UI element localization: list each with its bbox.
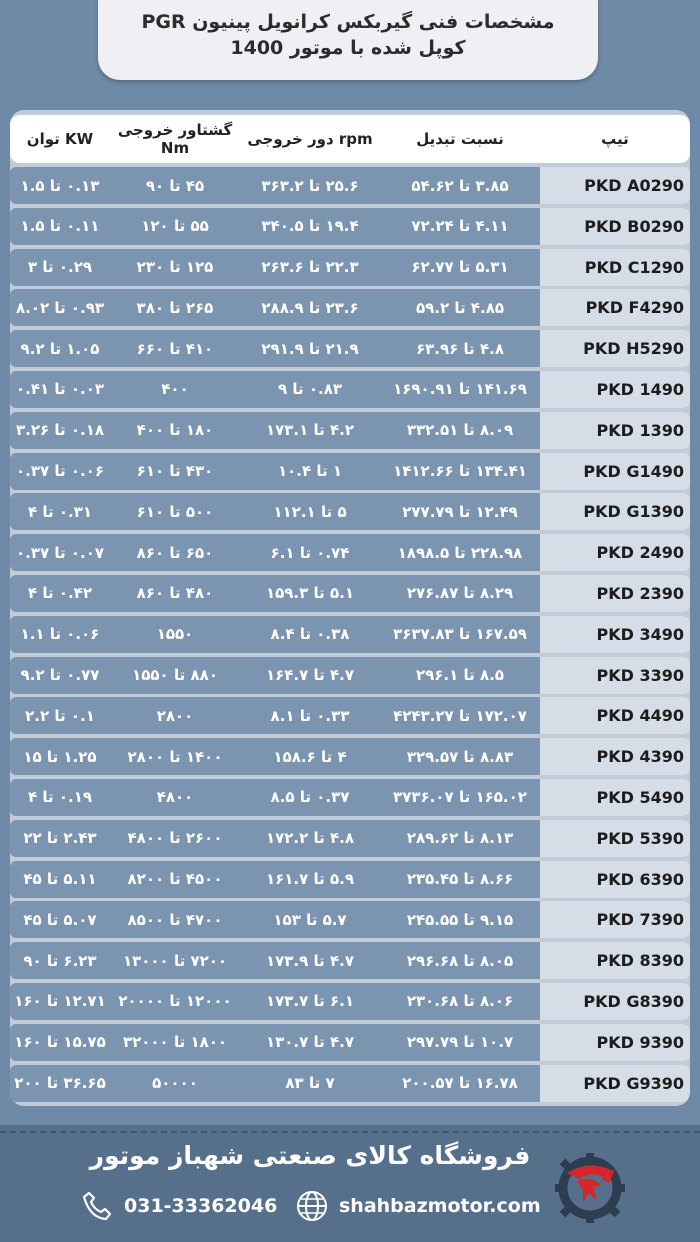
cell-ratio: ۸.۲۹ تا ۲۷۶.۸۷ <box>406 584 514 603</box>
phone-icon <box>80 1189 114 1223</box>
cell-rpm: ۵.۱ تا ۱۵۹.۳ <box>265 584 355 603</box>
cell-ratio: ۸.۸۳ تا ۳۲۹.۵۷ <box>406 747 514 766</box>
table-row <box>10 575 690 612</box>
footer <box>0 1125 700 1242</box>
table-row <box>10 861 690 898</box>
spec-table <box>10 110 690 1106</box>
cell-type: PKD G1390 <box>540 493 690 530</box>
cell-type: PKD B0290 <box>540 208 690 245</box>
cell-type: PKD 3490 <box>540 616 690 653</box>
cell-ratio: ۱۷۲.۰۷ تا ۴۲۴۳.۲۷ <box>393 706 527 725</box>
cell-ratio: ۸.۱۳ تا ۲۸۹.۶۲ <box>406 829 514 848</box>
cell-ratio: ۸.۶۶ تا ۲۳۵.۴۵ <box>406 870 514 889</box>
cell-type: PKD G9390 <box>540 1065 690 1102</box>
cell-type: PKD 7390 <box>540 901 690 938</box>
table-row <box>10 330 690 367</box>
cell-rpm: ۲۱.۹ تا ۲۹۱.۹ <box>261 339 359 358</box>
cell-ratio: ۸.۰۹ تا ۳۳۲.۵۱ <box>406 421 514 440</box>
header-torque: گشتاور خروجی Nm <box>117 121 233 157</box>
cell-type: PKD 1490 <box>540 371 690 408</box>
cell-torque: ۴۵۰۰ تا ۸۲۰۰ <box>127 870 223 889</box>
cell-rpm: ۲۳.۶ تا ۲۸۸.۹ <box>261 298 359 317</box>
table-row <box>10 779 690 816</box>
cell-power: ۲.۴۳ تا ۲۲ <box>23 829 97 848</box>
cell-type: PKD 8390 <box>540 942 690 979</box>
cell-torque: ۲۶۰۰ تا ۴۸۰۰ <box>127 829 223 848</box>
cell-ratio: ۳.۸۵ تا ۵۴.۶۲ <box>411 176 509 195</box>
cell-ratio: ۲۲۸.۹۸ تا ۱۸۹۸.۵ <box>397 543 523 562</box>
cell-torque: ۱۲۰۰۰ تا ۲۰۰۰۰ <box>118 992 232 1011</box>
cell-power: ۰.۰۷ تا ۰.۳۷ <box>15 543 105 562</box>
cell-power: ۰.۹۳ تا ۸.۰۲ <box>15 298 105 317</box>
cell-power: ۰.۱۱ تا ۱.۵ <box>20 217 100 236</box>
table-row <box>10 616 690 653</box>
cell-torque: ۴۳۰ تا ۶۱۰ <box>136 462 214 481</box>
cell-power: ۰.۱ تا ۲.۲ <box>25 706 95 725</box>
page-title-line1: مشخصات فنی گیربکس کرانویل پینیون PGR <box>141 11 555 33</box>
cell-power: ۰.۲۹ تا ۳ <box>27 258 93 277</box>
table-row <box>10 738 690 775</box>
cell-type: PKD 3390 <box>540 657 690 694</box>
cell-type: PKD G1490 <box>540 453 690 490</box>
cell-type: PKD G8390 <box>540 983 690 1020</box>
header-ratio: نسبت تبدیل <box>416 130 504 148</box>
cell-ratio: ۱۲.۴۹ تا ۲۷۷.۷۹ <box>402 502 518 521</box>
table-row <box>10 983 690 1020</box>
table-body <box>10 167 690 1105</box>
cell-torque: ۱۲۵ تا ۲۳۰ <box>136 258 214 277</box>
cell-torque: ۴۱۰ تا ۶۶۰ <box>136 339 214 358</box>
cell-power: ۰.۱۸ تا ۳.۲۶ <box>15 421 105 440</box>
cell-rpm: ۴.۸ تا ۱۷۲.۲ <box>265 829 355 848</box>
table-row <box>10 453 690 490</box>
website-link[interactable]: shahbazmotor.com <box>339 1195 541 1217</box>
cell-power: ۰.۰۶ تا ۱.۱ <box>20 625 100 644</box>
table-row <box>10 289 690 326</box>
table-row <box>10 657 690 694</box>
cell-ratio: ۱۴۱.۶۹ تا ۱۶۹۰.۹۱ <box>393 380 527 399</box>
cell-torque: ۴۸۰۰ <box>156 788 194 807</box>
cell-torque: ۱۴۰۰ تا ۲۸۰۰ <box>127 747 223 766</box>
cell-torque: ۱۵۵۰ <box>156 625 194 644</box>
cell-torque: ۷۲۰۰ تا ۱۳۰۰۰ <box>122 951 228 970</box>
table-row <box>10 534 690 571</box>
cell-rpm: ۲۲.۳ تا ۲۶۳.۶ <box>261 258 359 277</box>
cell-torque: ۴۵ تا ۹۰ <box>145 176 205 195</box>
header-type: تیپ <box>601 130 629 148</box>
cell-torque: ۵۵ تا ۱۲۰ <box>141 217 209 236</box>
cell-power: ۰.۴۲ تا ۴ <box>27 584 93 603</box>
table-row <box>10 942 690 979</box>
cell-torque: ۶۵۰ تا ۸۶۰ <box>136 543 214 562</box>
cell-torque: ۲۸۰۰ <box>156 706 194 725</box>
cell-type: PKD A0290 <box>540 167 690 204</box>
cell-torque: ۸۸۰ تا ۱۵۵۰ <box>132 666 218 685</box>
cell-torque: ۲۶۵ تا ۳۸۰ <box>136 298 214 317</box>
cell-rpm: ۵.۹ تا ۱۶۱.۷ <box>265 870 355 889</box>
cell-ratio: ۱۳۴.۴۱ تا ۱۴۱۲.۶۶ <box>393 462 527 481</box>
cell-rpm: ۷ تا ۸۳ <box>285 1074 335 1093</box>
globe-icon <box>295 1189 329 1223</box>
cell-torque: ۴۷۰۰ تا ۸۵۰۰ <box>127 910 223 929</box>
cell-type: PKD H5290 <box>540 330 690 367</box>
cell-rpm: ۵.۷ تا ۱۵۳ <box>273 910 347 929</box>
cell-rpm: ۰.۳۸ تا ۸.۴ <box>270 625 350 644</box>
cell-power: ۰.۷۷ تا ۹.۲ <box>20 666 100 685</box>
cell-torque: ۱۸۰۰ تا ۳۲۰۰۰ <box>122 1033 228 1052</box>
cell-power: ۰.۰۳ تا ۰.۴۱ <box>15 380 105 399</box>
footer-divider <box>0 1131 700 1133</box>
cell-torque: ۵۰۰ تا ۶۱۰ <box>136 502 214 521</box>
table-row <box>10 901 690 938</box>
cell-rpm: ۵ تا ۱۱۲.۱ <box>273 502 347 521</box>
cell-type: PKD 4390 <box>540 738 690 775</box>
cell-ratio: ۸.۵ تا ۲۹۶.۱ <box>415 666 505 685</box>
table-row <box>10 1065 690 1102</box>
cell-power: ۰.۳۱ تا ۴ <box>27 502 93 521</box>
cell-type: PKD 1390 <box>540 412 690 449</box>
table-row <box>10 371 690 408</box>
website-contact[interactable] <box>295 1189 541 1223</box>
cell-power: ۳۶.۶۵ تا ۲۰۰ <box>14 1074 106 1093</box>
cell-rpm: ۱۹.۴ تا ۳۴۰.۵ <box>261 217 359 236</box>
cell-power: ۱.۲۵ تا ۱۵ <box>23 747 97 766</box>
cell-rpm: ۴.۷ تا ۱۳۰.۷ <box>265 1033 355 1052</box>
cell-ratio: ۹.۱۵ تا ۲۴۵.۵۵ <box>406 910 514 929</box>
table-row <box>10 208 690 245</box>
cell-type: PKD 2490 <box>540 534 690 571</box>
table-row <box>10 1024 690 1061</box>
header-power: توان KW <box>26 130 94 148</box>
cell-power: ۱۵.۷۵ تا ۱۶۰ <box>14 1033 106 1052</box>
cell-power: ۵.۰۷ تا ۴۵ <box>23 910 97 929</box>
shop-name: فروشگاه کالای صنعتی شهباز موتور <box>89 1141 531 1170</box>
cell-rpm: ۴.۷ تا ۱۷۳.۹ <box>265 951 355 970</box>
cell-type: PKD 9390 <box>540 1024 690 1061</box>
cell-ratio: ۵.۳۱ تا ۶۲.۷۷ <box>411 258 509 277</box>
cell-rpm: ۴.۷ تا ۱۶۴.۷ <box>265 666 355 685</box>
cell-type: PKD 6390 <box>540 861 690 898</box>
page-title-box <box>98 0 598 80</box>
table-row <box>10 167 690 204</box>
cell-rpm: ۰.۸۳ تا ۹ <box>277 380 343 399</box>
cell-type: PKD 2390 <box>540 575 690 612</box>
cell-power: ۱۲.۷۱ تا ۱۶۰ <box>14 992 106 1011</box>
cell-torque: ۵۰۰۰۰ <box>152 1074 198 1093</box>
cell-ratio: ۱۶۷.۵۹ تا ۳۶۳۷.۸۳ <box>393 625 527 644</box>
cell-ratio: ۱۶۵.۰۲ تا ۳۷۳۶.۰۷ <box>393 788 527 807</box>
cell-ratio: ۱۶.۷۸ تا ۲۰۰.۵۷ <box>402 1074 518 1093</box>
cell-type: PKD F4290 <box>540 289 690 326</box>
table-header <box>10 115 690 163</box>
cell-rpm: ۴.۲ تا ۱۷۳.۱ <box>265 421 355 440</box>
cell-ratio: ۴.۸۵ تا ۵۹.۲ <box>415 298 505 317</box>
cell-torque: ۴۰۰ <box>161 380 189 399</box>
cell-power: ۵.۱۱ تا ۴۵ <box>23 870 97 889</box>
gear-logo-icon <box>553 1151 627 1225</box>
table-row <box>10 697 690 734</box>
cell-rpm: ۰.۷۴ تا ۶.۱ <box>270 543 350 562</box>
phone-number[interactable]: 031-33362046 <box>124 1195 278 1217</box>
cell-ratio: ۸.۰۵ تا ۲۹۶.۶۸ <box>406 951 514 970</box>
table-row <box>10 412 690 449</box>
cell-rpm: ۴ تا ۱۵۸.۶ <box>273 747 347 766</box>
cell-torque: ۴۸۰ تا ۸۶۰ <box>136 584 214 603</box>
page-title-line2: کوپل شده با موتور 1400 <box>230 37 466 59</box>
cell-power: ۶.۲۳ تا ۹۰ <box>23 951 97 970</box>
cell-power: ۰.۰۶ تا ۰.۳۷ <box>15 462 105 481</box>
cell-type: PKD 5390 <box>540 820 690 857</box>
cell-ratio: ۴.۱۱ تا ۷۲.۲۴ <box>411 217 509 236</box>
cell-type: PKD 5490 <box>540 779 690 816</box>
table-row <box>10 249 690 286</box>
cell-power: ۰.۱۹ تا ۴ <box>27 788 93 807</box>
cell-rpm: ۰.۳۷ تا ۸.۵ <box>270 788 350 807</box>
cell-ratio: ۸.۰۶ تا ۲۳۰.۶۸ <box>406 992 514 1011</box>
cell-rpm: ۰.۳۳ تا ۸.۱ <box>270 706 350 725</box>
phone-contact[interactable] <box>80 1189 277 1223</box>
cell-torque: ۱۸۰ تا ۴۰۰ <box>136 421 214 440</box>
cell-rpm: ۱ تا ۱۰.۴ <box>277 462 343 481</box>
table-row <box>10 493 690 530</box>
cell-ratio: ۴.۸ تا ۶۳.۹۶ <box>415 339 505 358</box>
cell-type: PKD 4490 <box>540 697 690 734</box>
table-row <box>10 820 690 857</box>
cell-power: ۰.۱۳ تا ۱.۵ <box>20 176 100 195</box>
cell-rpm: ۶.۱ تا ۱۷۳.۷ <box>265 992 355 1011</box>
cell-type: PKD C1290 <box>540 249 690 286</box>
header-rpm: دور خروجی rpm <box>247 130 373 148</box>
cell-power: ۱.۰۵ تا ۹.۲ <box>20 339 100 358</box>
cell-ratio: ۱۰.۷ تا ۲۹۷.۷۹ <box>406 1033 514 1052</box>
cell-rpm: ۲۵.۶ تا ۳۶۳.۲ <box>261 176 359 195</box>
